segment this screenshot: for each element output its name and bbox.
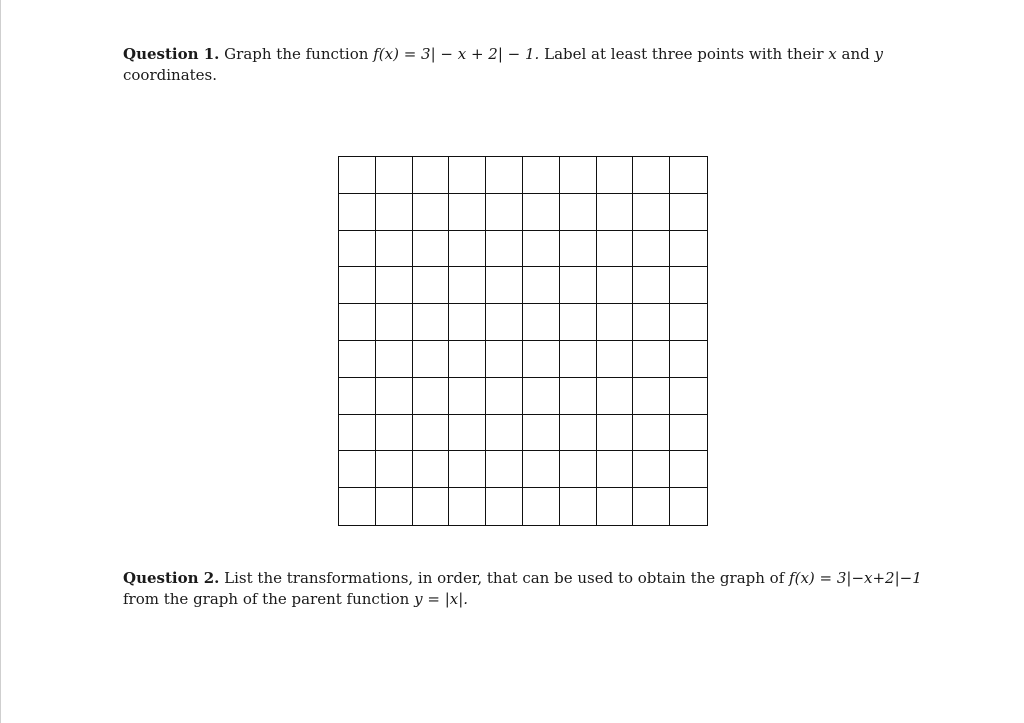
grid-cell (597, 341, 634, 378)
grid-cell (486, 194, 523, 231)
question-1-var-x: x (828, 45, 837, 63)
grid-cell (376, 488, 413, 525)
question-1-text-end: coordinates. (123, 66, 218, 84)
grid-cell (486, 304, 523, 341)
graph-grid[interactable] (338, 156, 708, 526)
grid-cell (449, 194, 486, 231)
grid-cell (376, 157, 413, 194)
grid-cell (449, 267, 486, 304)
grid-cell (376, 304, 413, 341)
grid-cell (339, 231, 376, 268)
grid-cell (449, 157, 486, 194)
grid-cell (449, 415, 486, 452)
grid-cell (597, 415, 634, 452)
grid-cell (633, 194, 670, 231)
grid-cell (523, 378, 560, 415)
question-2 (123, 568, 923, 610)
grid-cell (523, 451, 560, 488)
question-1-var-y: y (874, 45, 884, 63)
grid-cell (413, 378, 450, 415)
grid-cell (413, 194, 450, 231)
question-2-function: f(x) = 3|−x+2|−1 (789, 569, 922, 587)
grid-cell (523, 415, 560, 452)
grid-cell (670, 488, 707, 525)
grid-cell (597, 267, 634, 304)
grid-cell (633, 157, 670, 194)
grid-cell (523, 231, 560, 268)
grid-cell (597, 304, 634, 341)
grid-cell (560, 378, 597, 415)
grid-cell (486, 415, 523, 452)
grid-cell (670, 267, 707, 304)
grid-cell (376, 194, 413, 231)
grid-cell (339, 415, 376, 452)
grid-cell (339, 157, 376, 194)
grid-cell (670, 451, 707, 488)
grid-cell (670, 304, 707, 341)
grid-cell (486, 488, 523, 525)
grid-cell (560, 194, 597, 231)
grid-cell (597, 194, 634, 231)
page-left-border (0, 0, 1, 723)
grid-cell (376, 415, 413, 452)
grid-cell (413, 341, 450, 378)
grid-cell (597, 231, 634, 268)
grid-cell (560, 415, 597, 452)
question-1-label: Question 1. (123, 45, 220, 63)
grid-cell (560, 267, 597, 304)
grid-cell (633, 451, 670, 488)
grid-cell (339, 194, 376, 231)
grid-cell (486, 378, 523, 415)
grid-cell (449, 304, 486, 341)
grid-cell (523, 488, 560, 525)
grid-cell (560, 451, 597, 488)
grid-cell (376, 267, 413, 304)
grid-cell (486, 267, 523, 304)
question-1 (123, 44, 923, 86)
grid-cell (633, 488, 670, 525)
grid-cell (413, 451, 450, 488)
grid-cell (376, 378, 413, 415)
question-1-and: and (841, 45, 870, 63)
grid-cell (523, 157, 560, 194)
grid-cell (670, 157, 707, 194)
grid-cell (670, 341, 707, 378)
grid-cell (523, 194, 560, 231)
question-1-function: f(x) = 3| − x + 2| − 1. (373, 45, 540, 63)
grid-cell (670, 378, 707, 415)
grid-cell (523, 267, 560, 304)
grid-cell (597, 488, 634, 525)
grid-cell (523, 304, 560, 341)
grid-cell (376, 451, 413, 488)
question-2-parent-function: y = |x|. (414, 590, 469, 608)
grid-cell (413, 231, 450, 268)
grid-cell (413, 157, 450, 194)
grid-cell (633, 415, 670, 452)
grid-cell (413, 488, 450, 525)
question-2-text-before: List the transformations, in order, that can be used to obtain the graph of (224, 569, 785, 587)
grid-cell (670, 415, 707, 452)
question-2-label: Question 2. (123, 569, 220, 587)
grid-cell (413, 267, 450, 304)
grid-cell (633, 304, 670, 341)
grid-cell (560, 488, 597, 525)
grid-cell (339, 488, 376, 525)
grid-cell (486, 341, 523, 378)
grid-cell (339, 451, 376, 488)
grid-cell (523, 341, 560, 378)
grid-cell (449, 451, 486, 488)
grid-cell (597, 451, 634, 488)
grid-cell (560, 304, 597, 341)
grid-cell (339, 304, 376, 341)
grid-cell (670, 194, 707, 231)
grid-cell (597, 157, 634, 194)
grid-cell (560, 231, 597, 268)
grid-cell (486, 451, 523, 488)
grid-cell (339, 378, 376, 415)
question-1-text-before: Graph the function (224, 45, 369, 63)
grid-cell (339, 267, 376, 304)
grid-cell (376, 231, 413, 268)
grid-cell (633, 341, 670, 378)
grid-cell (597, 378, 634, 415)
grid-cell (449, 488, 486, 525)
grid-cell (633, 378, 670, 415)
grid-cell (486, 157, 523, 194)
question-1-text-middle: Label at least three points with their (544, 45, 824, 63)
grid-cell (633, 267, 670, 304)
grid-cell (670, 231, 707, 268)
grid-cell (413, 415, 450, 452)
grid-cell (449, 341, 486, 378)
grid-cell (413, 304, 450, 341)
grid-cell (339, 341, 376, 378)
question-2-text-after: from the graph of the parent function (123, 590, 410, 608)
grid-cell (486, 231, 523, 268)
grid-cell (560, 157, 597, 194)
grid-cell (560, 341, 597, 378)
grid-cell (376, 341, 413, 378)
grid-cell (449, 378, 486, 415)
grid-cell (449, 231, 486, 268)
grid-cell (633, 231, 670, 268)
